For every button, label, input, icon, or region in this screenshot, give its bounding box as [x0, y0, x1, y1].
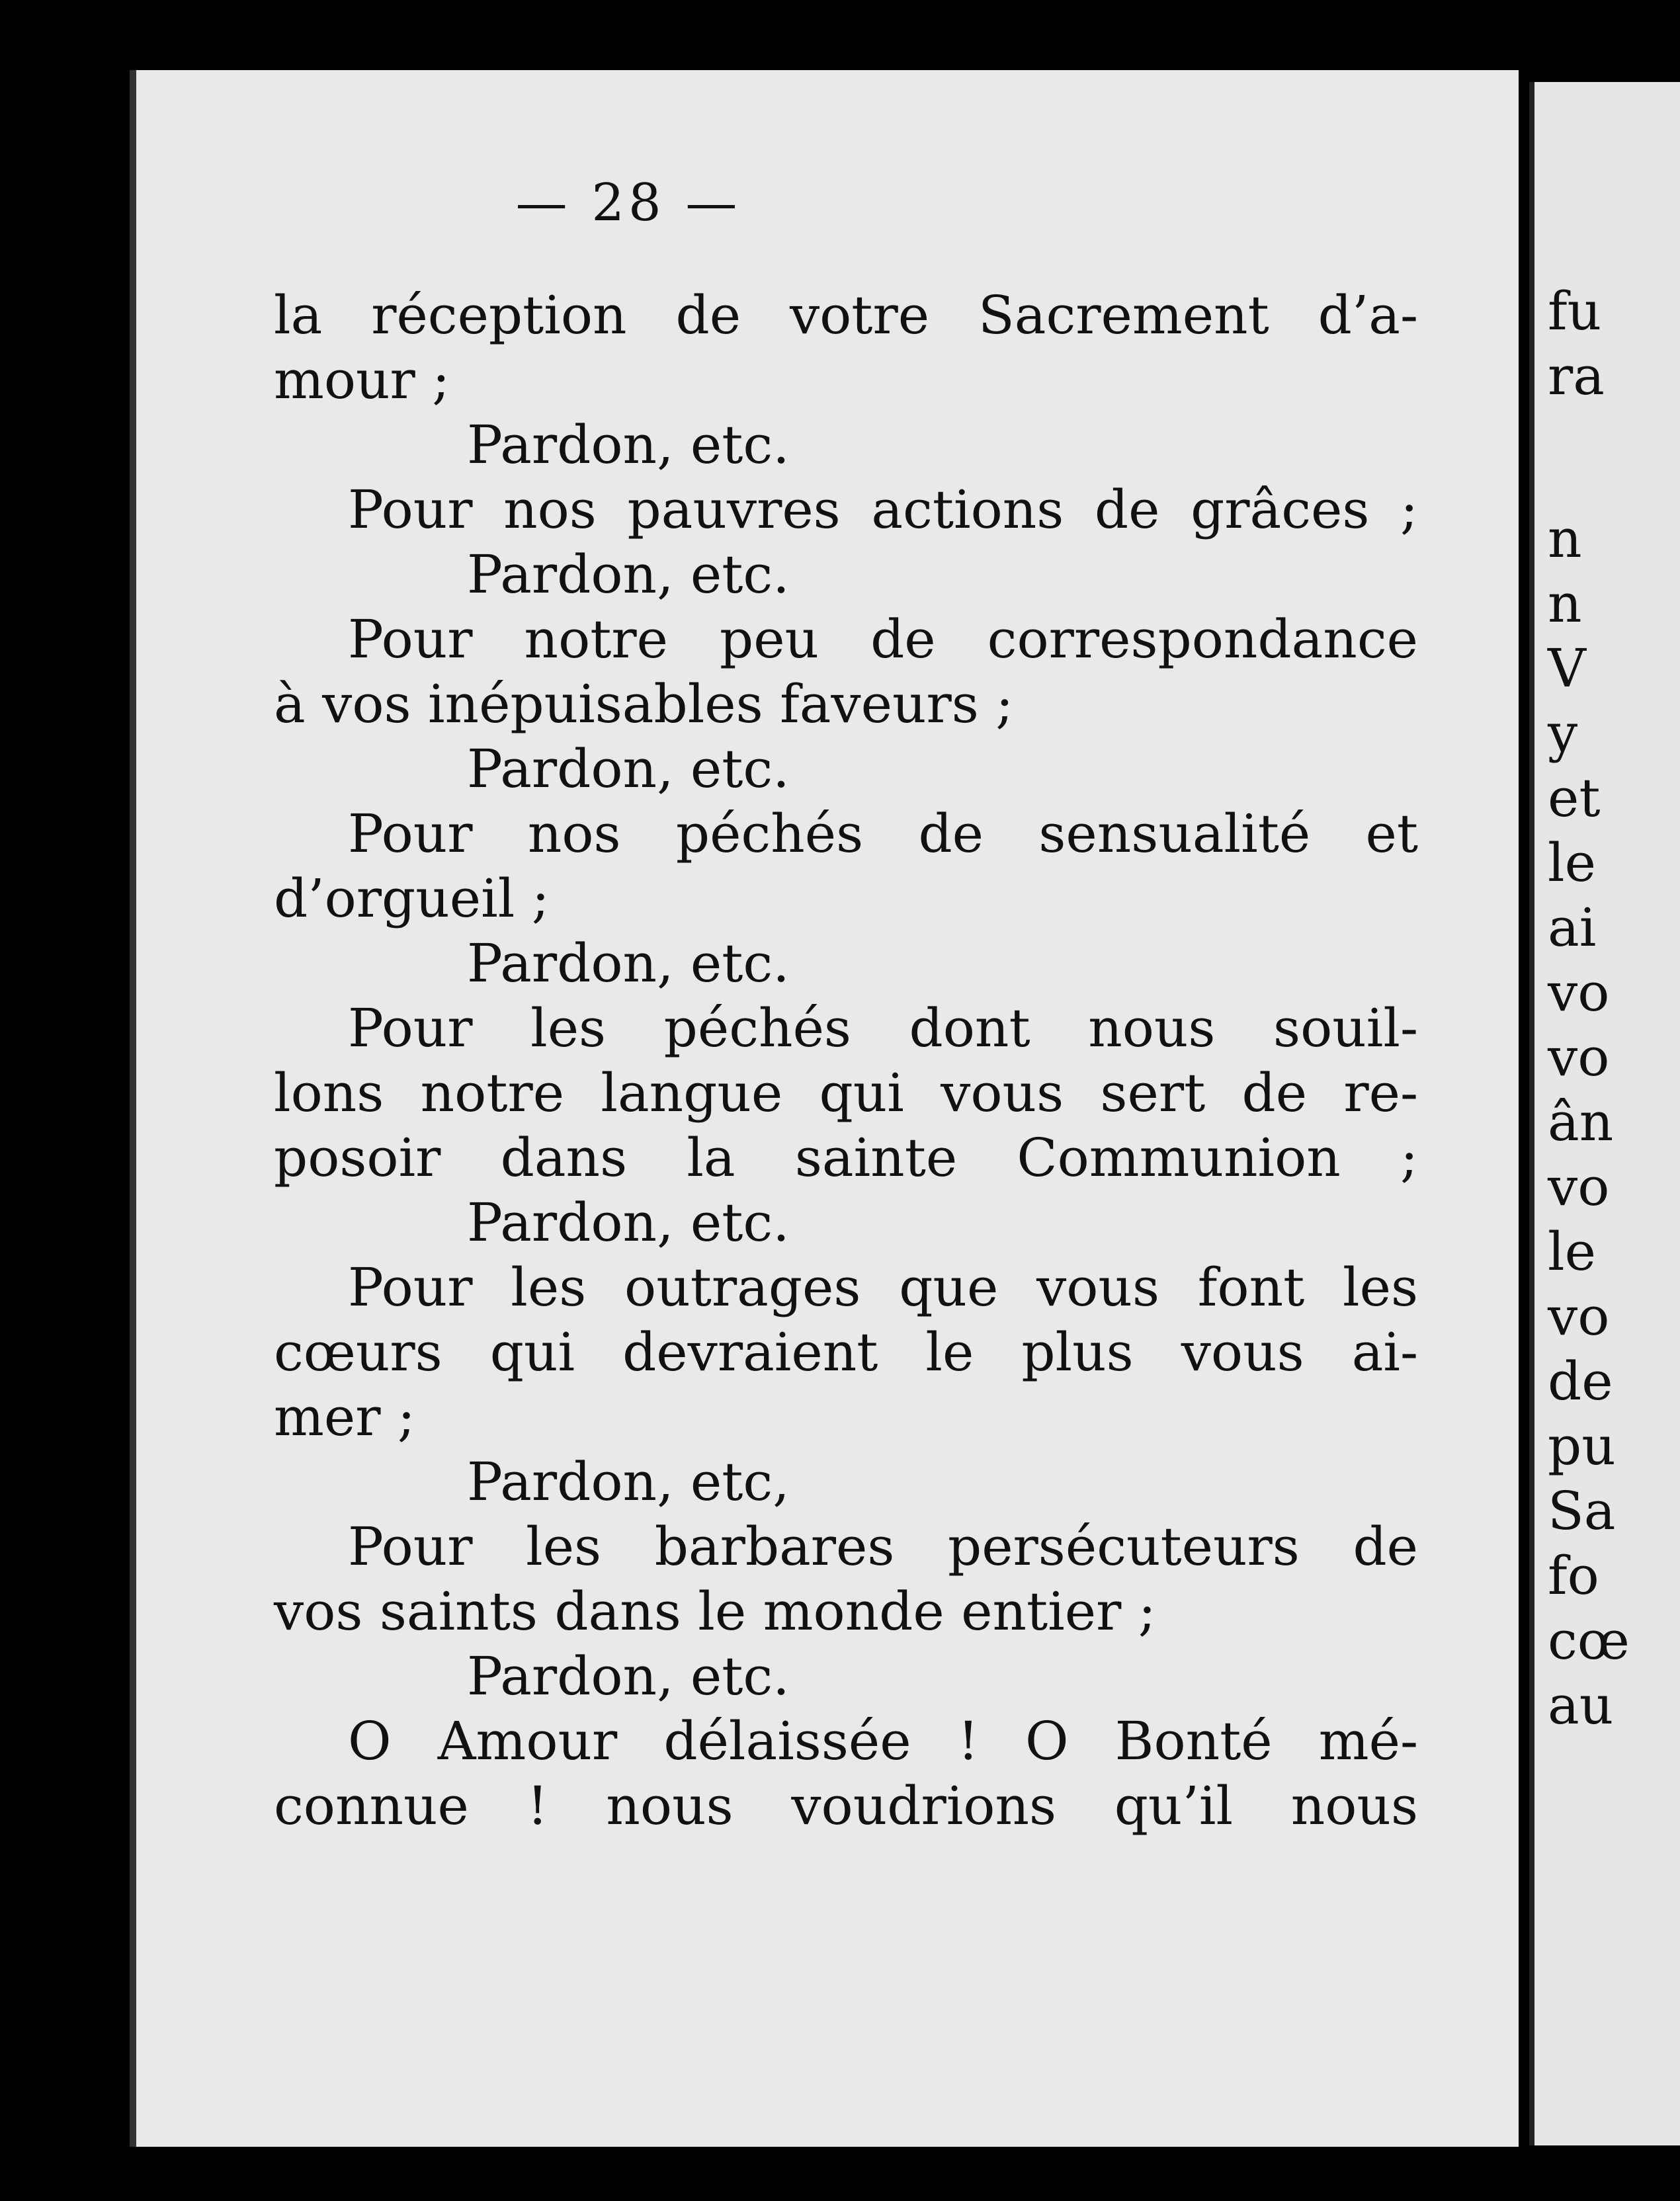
right-page-fragment: y: [1548, 702, 1578, 764]
text-line: mour ;: [274, 349, 450, 411]
text-line: d’orgueil ;: [274, 868, 550, 929]
text-line: Pour nos pauvres actions de grâces ;: [348, 479, 1418, 540]
text-line: Pardon, etc,: [467, 1451, 790, 1513]
right-page-fragment: cœ: [1548, 1610, 1630, 1671]
right-page-fragment: V: [1548, 638, 1586, 699]
right-page-fragment: pu: [1548, 1415, 1616, 1477]
right-page-fragment: vo: [1548, 1286, 1610, 1347]
right-page-fragment: au: [1548, 1675, 1614, 1736]
text-line: Pour les outrages que vous font les: [348, 1257, 1418, 1318]
text-line: connue ! nous voudrions qu’il nous: [274, 1775, 1418, 1837]
right-page-fragment: [1534, 409, 1680, 507]
text-line: la réception de votre Sacrement d’a-: [274, 284, 1418, 346]
text-line: Pour les barbares persécuteurs de: [348, 1516, 1418, 1577]
text-line: Pour les péchés dont nous souil-: [348, 997, 1418, 1059]
text-line: Pardon, etc.: [467, 414, 790, 476]
text-line: O Amour délaissée ! O Bonté mé-: [348, 1710, 1418, 1772]
right-page-fragment: ra: [1548, 345, 1605, 407]
right-page-fragment: de: [1548, 1350, 1613, 1412]
right-page-fragment: n: [1548, 573, 1582, 634]
text-line: lons notre langue qui vous sert de re-: [274, 1062, 1418, 1124]
text-line: mer ;: [274, 1386, 415, 1448]
right-page: [1529, 82, 1680, 2145]
right-page-fragment: ân: [1548, 1091, 1614, 1153]
text-line: à vos inépuisables faveurs ;: [274, 673, 1014, 735]
right-page-fragment: fo: [1548, 1545, 1599, 1606]
text-line: Pardon, etc.: [467, 933, 790, 994]
right-page-fragment: vo: [1548, 962, 1610, 1023]
right-page-fragment: Sa: [1548, 1480, 1616, 1542]
right-page-fragment: ai: [1548, 897, 1597, 958]
right-page-fragment: vo: [1548, 1156, 1610, 1218]
right-page-fragment: n: [1548, 508, 1582, 569]
right-page-fragment: fu: [1548, 280, 1602, 342]
text-line: Pardon, etc.: [467, 1645, 790, 1707]
right-page-fragment: et: [1548, 767, 1601, 829]
right-page-fragment: le: [1548, 832, 1596, 893]
text-line: Pardon, etc.: [467, 544, 790, 605]
text-line: posoir dans la sainte Communion ;: [274, 1127, 1418, 1188]
page-number: — 28 —: [515, 173, 741, 233]
text-line: Pardon, etc.: [467, 738, 790, 800]
page-text: [274, 283, 1418, 1839]
right-page-fragments: [1534, 279, 1680, 1738]
right-page-fragment: le: [1548, 1221, 1596, 1282]
text-line: Pour notre peu de correspondance: [348, 608, 1418, 670]
text-line: vos saints dans le monde entier ;: [274, 1581, 1156, 1642]
text-line: Pardon, etc.: [467, 1192, 790, 1253]
text-line: Pour nos péchés de sensualité et: [348, 803, 1418, 864]
right-page-fragment: vo: [1548, 1026, 1610, 1088]
text-line: cœurs qui devraient le plus vous ai-: [274, 1321, 1418, 1383]
